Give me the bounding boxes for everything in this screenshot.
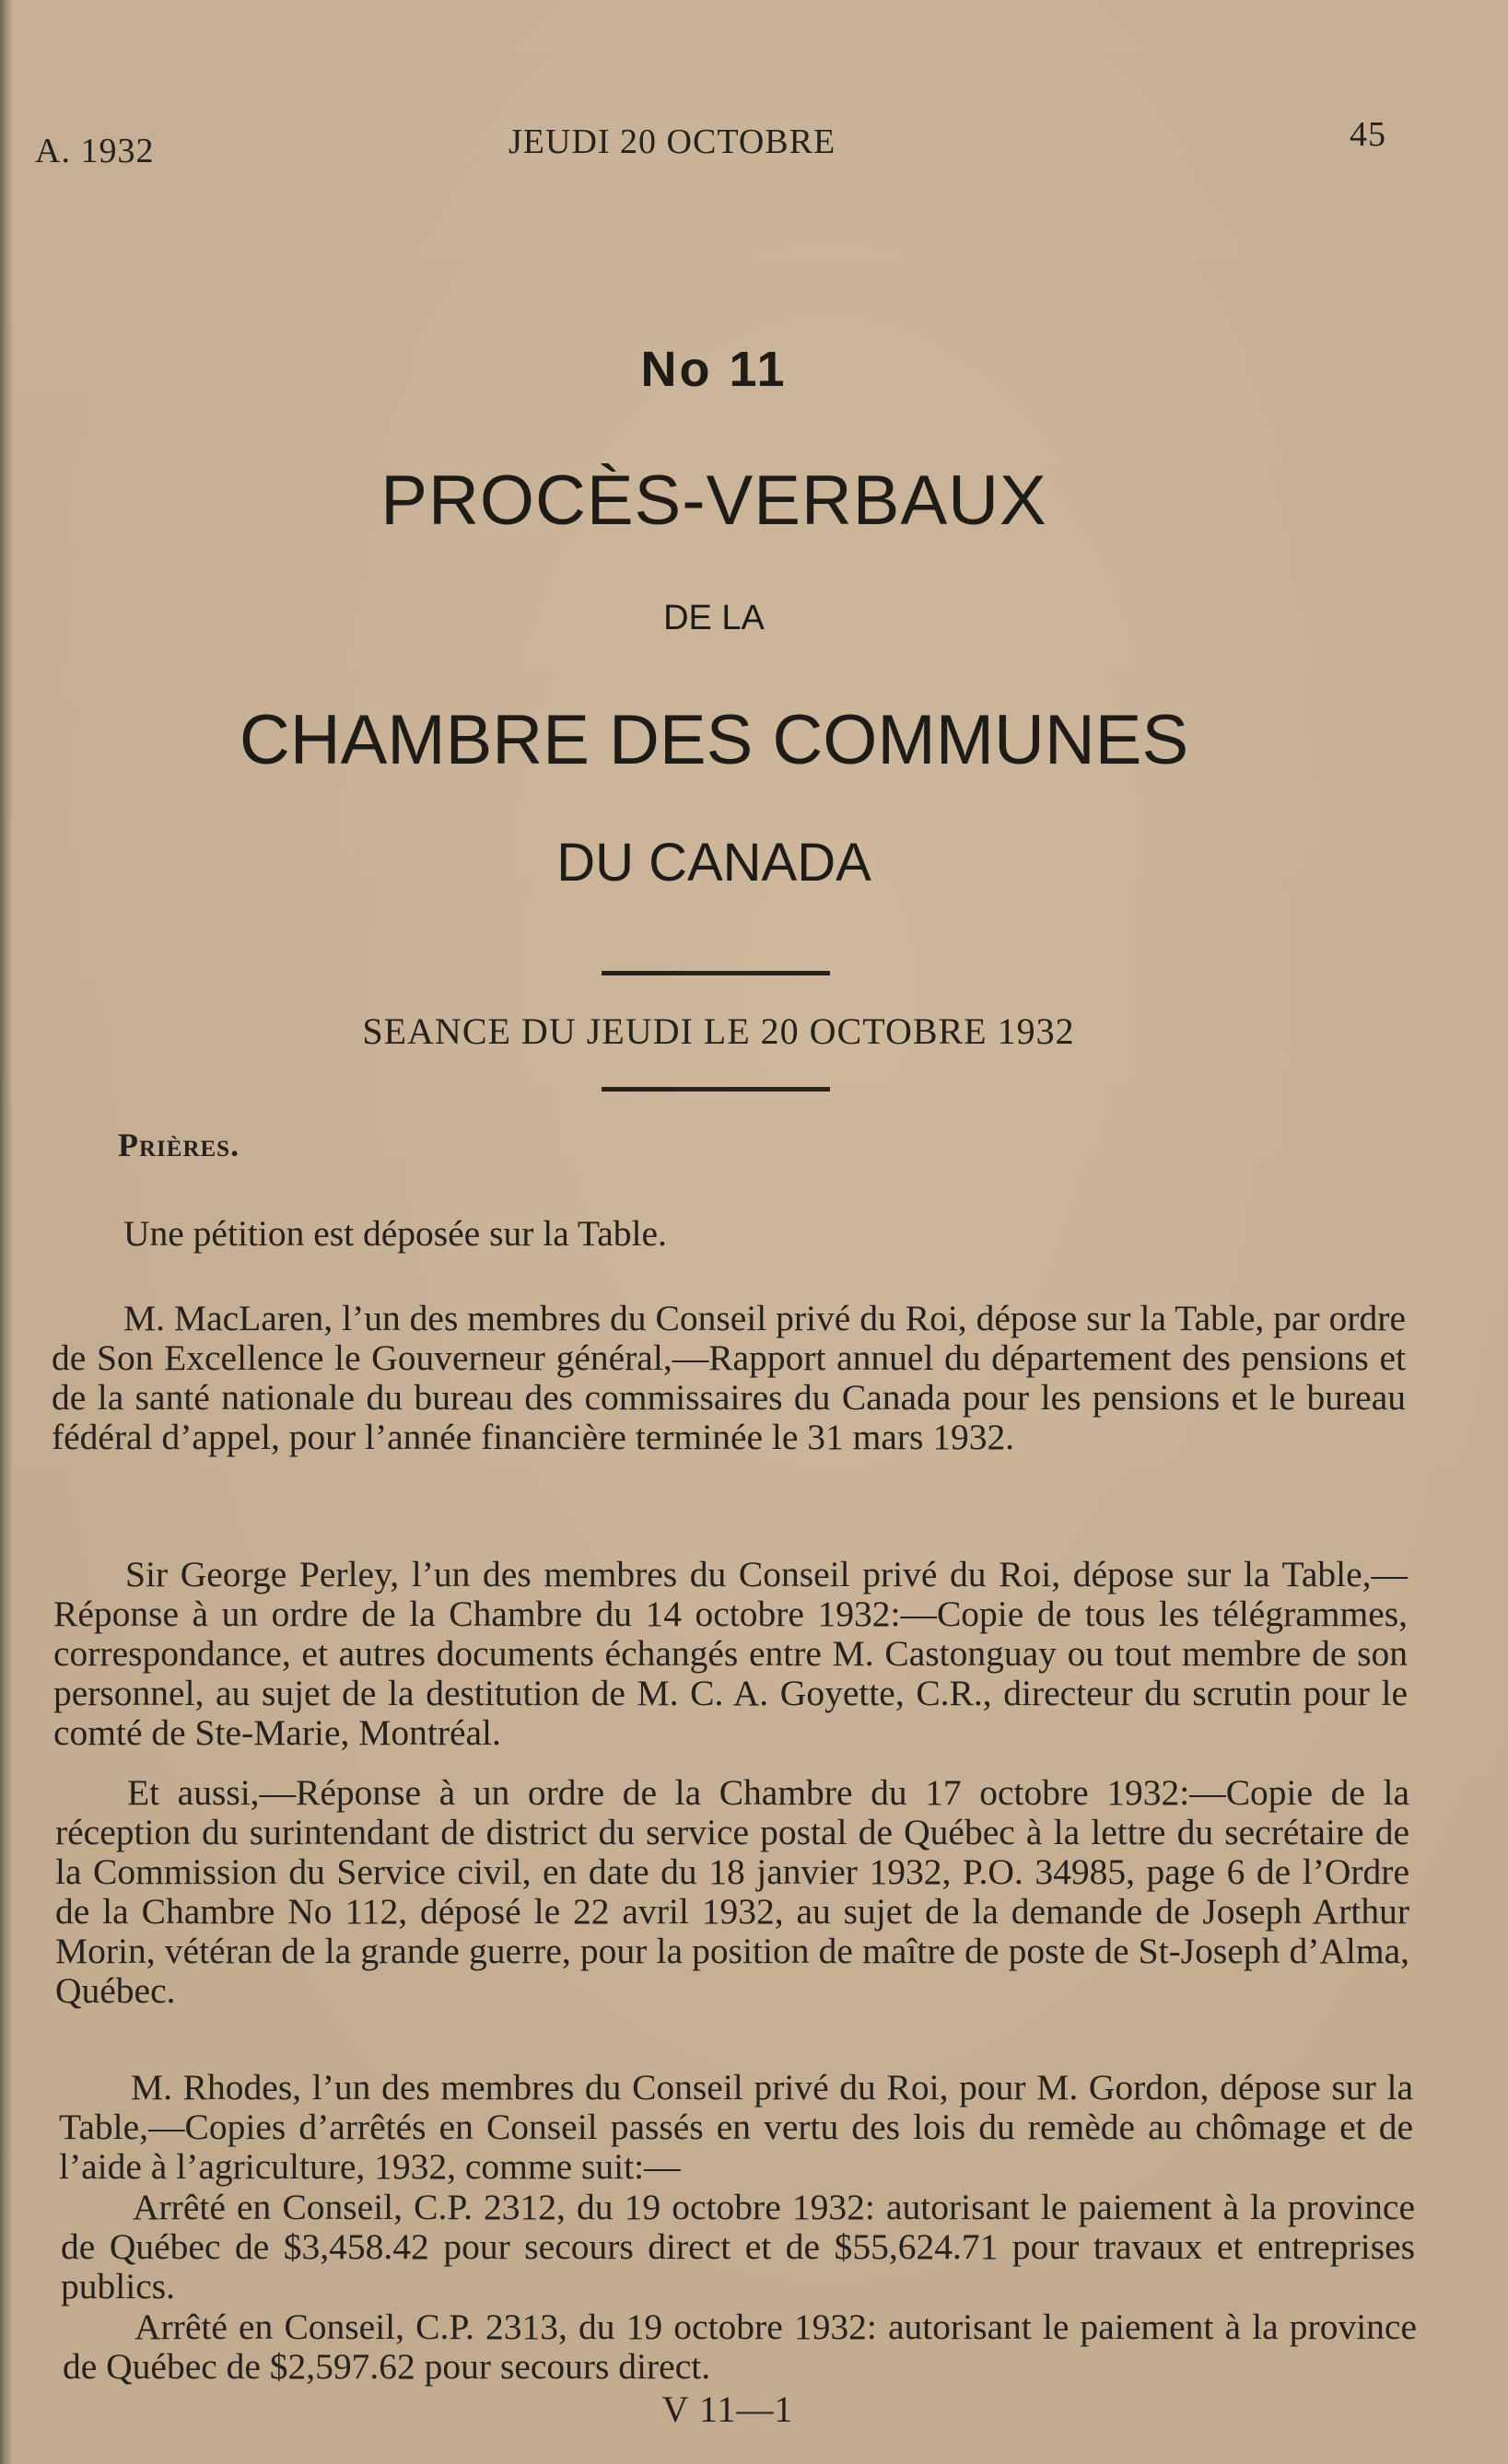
divider-bottom [602, 1087, 830, 1092]
running-head-year: A. 1932 [35, 132, 155, 170]
folio-signature: V 11—1 [661, 2388, 794, 2430]
running-head [0, 115, 1508, 177]
paragraph-et-aussi: Et aussi,—Réponse à un ordre de la Chambre du 17 octobre 1932:—Copie de la réception du surintendant de district du service postal de Québec à la lettre du secrétaire de la Commission du Service civil, en date du 18 janvier 1932, P.O. 34985, page 6 de l’Ordre de la Chambre No 112, déposé le 22 avril 1932, au sujet de la demande de Joseph Arthur Morin, vétéran de la grande guerre, pour la position de maître de poste de St-Joseph d’Alma, Québec. [55, 1772, 1409, 2011]
title-de-la: DE LA [663, 599, 765, 637]
paragraph-arrete-2313: Arrêté en Conseil, C.P. 2313, du 19 octobre 1932: autorisant le paiement à la province de Québec de $2,597.62 pour secours direct. [63, 2306, 1417, 2387]
paragraph-petition: Une pétition est déposée sur la Table. [123, 1213, 667, 1254]
prayers-heading: Prières. [118, 1127, 240, 1163]
paragraph-maclaren: M. MacLaren, l’un des membres du Conseil privé du Roi, dépose sur la Table, par ordre de Son Excellence le Gouverneur général,—Rapport annuel du département des pensions et de la santé nationale du bureau des commissaires du Canada pour les pensions et le bureau fédéral d’appel, pour l’année financière terminée le 31 mars 1932. [52, 1298, 1406, 1457]
title-chambre-des-communes: CHAMBRE DES COMMUNES [239, 701, 1189, 779]
divider-top [602, 971, 830, 975]
paragraph-rhodes: M. Rhodes, l’un des membres du Conseil privé du Roi, pour M. Gordon, dépose sur la Table,—Copies d’arrêtés en Conseil passés en vertu des lois du remède au chômage et de l’aide à l’agriculture, 1932, comme suit:— [59, 2067, 1413, 2187]
session-heading: SEANCE DU JEUDI LE 20 OCTOBRE 1932 [362, 1010, 1075, 1052]
page-number: 45 [1350, 115, 1386, 154]
title-du-canada: DU CANADA [556, 833, 871, 893]
running-head-date: JEUDI 20 OCTOBRE [509, 123, 836, 161]
issue-number: No 11 [640, 342, 788, 397]
title-proces-verbaux: PROCÈS-VERBAUX [380, 461, 1047, 540]
paragraph-arrete-2312: Arrêté en Conseil, C.P. 2312, du 19 octobre 1932: autorisant le paiement à la province de Québec de $3,458.42 pour secours direct et de $55,624.71 pour travaux et entreprises publics. [61, 2187, 1415, 2306]
paragraph-perley: Sir George Perley, l’un des membres du Conseil privé du Roi, dépose sur la Table,—Réponse à un ordre de la Chambre du 14 octobre 1932:—Copie de tous les télégrammes, correspondance, et autres documents échangés entre M. Castonguay ou tout membre de son personnel, au sujet de la destitution de M. C. A. Goyette, C.R., directeur du scrutin pour le comté de Ste-Marie, Montréal. [53, 1554, 1408, 1753]
